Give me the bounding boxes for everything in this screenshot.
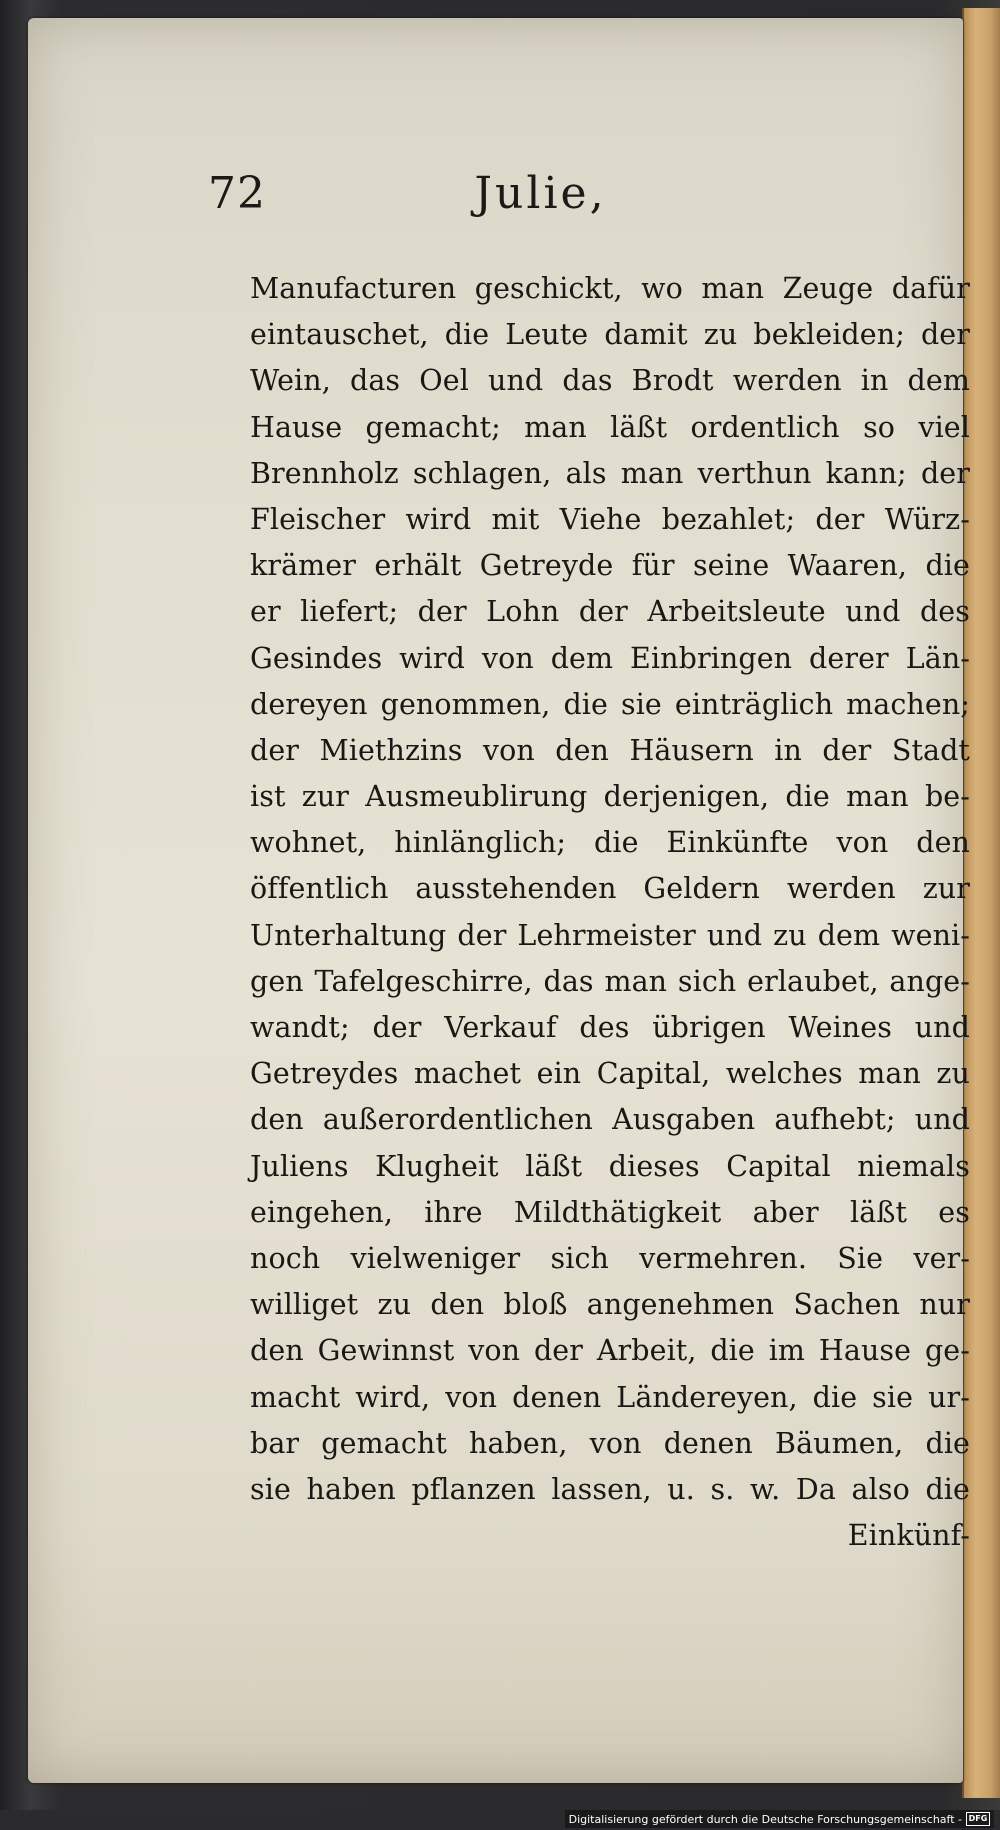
dfg-logo-icon: DFG bbox=[966, 1812, 990, 1826]
text-line: wohnet, hinlänglich; die Einkünfte von den bbox=[250, 826, 970, 860]
text-line: Unterhaltung der Lehrmeister und zu dem weni- bbox=[250, 918, 970, 952]
text-line: Getreydes machet ein Capital, welches man zu bbox=[250, 1057, 970, 1091]
book-page bbox=[28, 18, 970, 1783]
text-line: Manufacturen geschickt, wo man Zeuge dafür bbox=[250, 272, 970, 305]
text-line: öffentlich ausstehenden Geldern werden zur bbox=[250, 872, 970, 906]
text-line: Gesindes wird von dem Einbringen derer Län- bbox=[250, 641, 970, 675]
running-head bbox=[28, 168, 963, 238]
text-line: eintauschet, die Leute damit zu bekleiden; der bbox=[250, 318, 970, 352]
text-line: krämer erhält Getreyde für seine Waaren, die bbox=[250, 549, 970, 583]
text-line: Fleischer wird mit Viehe bezahlet; der Würz- bbox=[250, 502, 970, 536]
text-line: den Gewinnst von der Arbeit, die im Hause ge- bbox=[250, 1334, 970, 1368]
digitization-credit bbox=[565, 1810, 994, 1828]
credit-text: Digitalisierung gefördert durch die Deutsche Forschungsgemeinschaft - bbox=[568, 1812, 962, 1826]
text-line: eingehen, ihre Mildthätigkeit aber läßt es bbox=[250, 1195, 970, 1229]
text-line: er liefert; der Lohn der Arbeitsleute und des bbox=[250, 595, 970, 629]
text-line: noch vielweniger sich vermehren. Sie ver- bbox=[250, 1241, 970, 1275]
text-line: den außerordentlichen Ausgaben aufhebt; und bbox=[250, 1103, 970, 1137]
text-line: bar gemacht haben, von denen Bäumen, die bbox=[250, 1426, 970, 1460]
text-line: wandt; der Verkauf des übrigen Weines und bbox=[250, 1011, 970, 1044]
page-number: 72 bbox=[208, 168, 266, 219]
text-line: williget zu den bloß angenehmen Sachen nur bbox=[250, 1288, 970, 1322]
text-line: macht wird, von denen Ländereyen, die sie ur- bbox=[250, 1380, 970, 1414]
text-line: Hause gemacht; man läßt ordentlich so viel bbox=[250, 410, 970, 444]
text-line: sie haben pflanzen lassen, u. s. w. Da also die bbox=[250, 1472, 970, 1506]
text-line: Juliens Klugheit läßt dieses Capital niemals bbox=[250, 1149, 970, 1183]
text-line: ist zur Ausmeublirung derjenigen, die man be- bbox=[250, 780, 970, 814]
text-line: der Miethzins von den Häusern in der Stadt bbox=[250, 733, 970, 767]
running-title: Julie, bbox=[474, 168, 607, 219]
catchword: Einkünf- bbox=[847, 1519, 970, 1553]
body-text bbox=[250, 266, 970, 1559]
text-line: dereyen genommen, die sie einträglich machen; bbox=[250, 687, 970, 721]
text-line: gen Tafelgeschirre, das man sich erlaubet, ange- bbox=[250, 964, 970, 998]
text-line: Brennholz schlagen, als man verthun kann; der bbox=[250, 456, 970, 490]
text-line: Wein, das Oel und das Brodt werden in dem bbox=[250, 364, 970, 398]
